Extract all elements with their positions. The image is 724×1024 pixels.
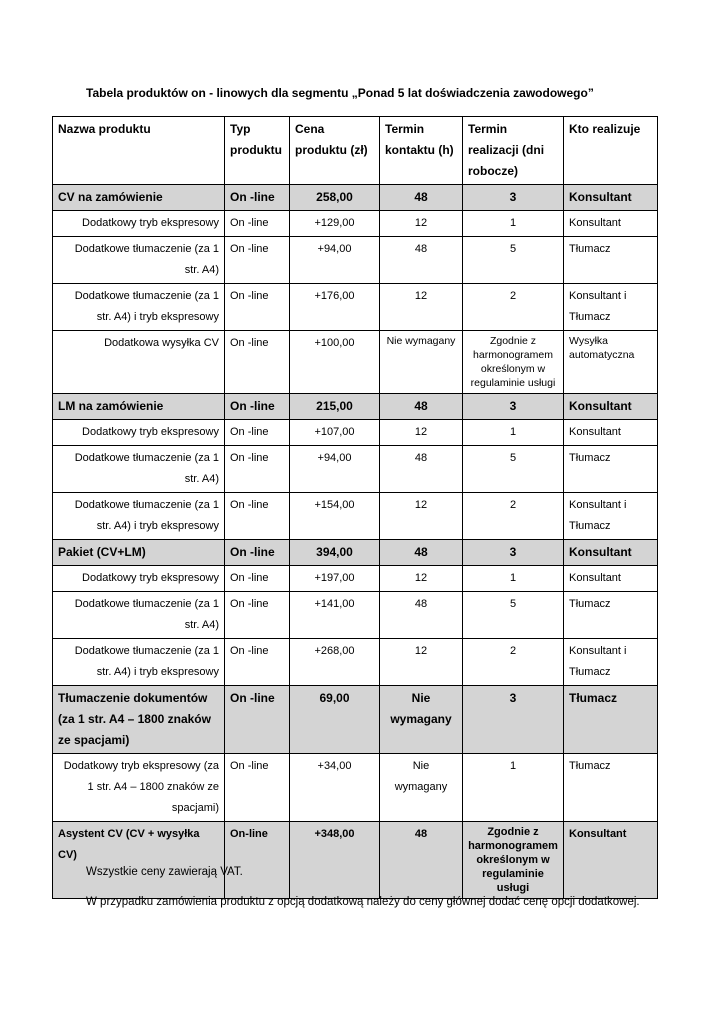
completion-time: 1 (463, 211, 564, 237)
table-row (53, 639, 658, 686)
product-price: +94,00 (290, 446, 380, 493)
executor: Tłumacz (564, 754, 658, 822)
contact-time: Nie wymagany (380, 686, 463, 754)
product-name: Dodatkowe tłumaczenie (za 1 str. A4) (53, 446, 225, 493)
completion-time: 3 (463, 394, 564, 420)
contact-time: 12 (380, 211, 463, 237)
product-type: On -line (225, 639, 290, 686)
product-price: +129,00 (290, 211, 380, 237)
product-type: On -line (225, 566, 290, 592)
completion-time: 5 (463, 237, 564, 284)
product-type: On -line (225, 592, 290, 639)
product-name: Dodatkowy tryb ekspresowy (53, 211, 225, 237)
product-name: LM na zamówienie (53, 394, 225, 420)
product-type: On -line (225, 754, 290, 822)
executor: Tłumacz (564, 686, 658, 754)
product-price: +268,00 (290, 639, 380, 686)
table-row (53, 493, 658, 540)
contact-time: 12 (380, 284, 463, 331)
table-row (53, 566, 658, 592)
table-row (53, 592, 658, 639)
product-type: On -line (225, 185, 290, 211)
header-cell: Cena produktu (zł) (290, 117, 380, 185)
contact-time: Nie wymagany (380, 754, 463, 822)
executor: Konsultant i Tłumacz (564, 639, 658, 686)
contact-time: 48 (380, 540, 463, 566)
product-name: Dodatkowy tryb ekspresowy (53, 420, 225, 446)
completion-time: 1 (463, 420, 564, 446)
product-name: Dodatkowy tryb ekspresowy (za 1 str. A4 – 1800 znaków ze spacjami) (53, 754, 225, 822)
product-name: CV na zamówienie (53, 185, 225, 211)
executor: Konsultant i Tłumacz (564, 284, 658, 331)
table-row (53, 394, 658, 420)
table-row (53, 284, 658, 331)
contact-time: 12 (380, 639, 463, 686)
contact-time: Nie wymagany (380, 331, 463, 394)
executor: Tłumacz (564, 237, 658, 284)
product-name: Tłumaczenie dokumentów (za 1 str. A4 – 1800 znaków ze spacjami) (53, 686, 225, 754)
vat-note: Wszystkie ceny zawierają VAT. (86, 866, 243, 878)
product-name: Dodatkowy tryb ekspresowy (53, 566, 225, 592)
table-row (53, 185, 658, 211)
product-type: On -line (225, 284, 290, 331)
product-price: +348,00 (290, 822, 380, 899)
completion-time: 3 (463, 185, 564, 211)
product-name: Dodatkowe tłumaczenie (za 1 str. A4) (53, 592, 225, 639)
header-cell: Termin realizacji (dni robocze) (463, 117, 564, 185)
product-table (52, 116, 658, 899)
product-price: +141,00 (290, 592, 380, 639)
executor: Konsultant (564, 185, 658, 211)
completion-time: 3 (463, 540, 564, 566)
product-price: 258,00 (290, 185, 380, 211)
product-price: 69,00 (290, 686, 380, 754)
completion-time: 2 (463, 284, 564, 331)
product-price: +94,00 (290, 237, 380, 284)
product-price: +100,00 (290, 331, 380, 394)
contact-time: 48 (380, 592, 463, 639)
contact-time: 48 (380, 237, 463, 284)
product-type: On -line (225, 394, 290, 420)
option-note: W przypadku zamówienia produktu z opcją dodatkową należy do ceny głównej dodać cenę opcji dodatkowej. (86, 896, 640, 908)
executor: Konsultant (564, 211, 658, 237)
contact-time: 48 (380, 185, 463, 211)
product-price: +154,00 (290, 493, 380, 540)
executor: Wysyłka automatyczna (564, 331, 658, 394)
page-title: Tabela produktów on - linowych dla segmentu „Ponad 5 lat doświadczenia zawodowego” (86, 86, 594, 100)
completion-time: Zgodnie z harmonogramem określonym w regulaminie usługi (463, 822, 564, 899)
product-type: On-line (225, 822, 290, 899)
product-name: Asystent CV (CV + wysyłka CV) (53, 822, 225, 899)
product-name: Dodatkowe tłumaczenie (za 1 str. A4) i tryb ekspresowy (53, 284, 225, 331)
product-price: +197,00 (290, 566, 380, 592)
completion-time: 2 (463, 639, 564, 686)
table-row (53, 540, 658, 566)
table-row (53, 420, 658, 446)
executor: Konsultant (564, 394, 658, 420)
table-row (53, 211, 658, 237)
contact-time: 12 (380, 493, 463, 540)
product-price: +107,00 (290, 420, 380, 446)
product-price: 215,00 (290, 394, 380, 420)
table-row (53, 822, 658, 899)
product-name: Dodatkowe tłumaczenie (za 1 str. A4) i tryb ekspresowy (53, 639, 225, 686)
completion-time: 1 (463, 754, 564, 822)
contact-time: 12 (380, 566, 463, 592)
product-type: On -line (225, 686, 290, 754)
header-cell: Kto realizuje (564, 117, 658, 185)
header-cell: Termin kontaktu (h) (380, 117, 463, 185)
product-name: Pakiet (CV+LM) (53, 540, 225, 566)
table-row (53, 686, 658, 754)
product-type: On -line (225, 237, 290, 284)
product-name: Dodatkowa wysyłka CV (53, 331, 225, 394)
product-type: On -line (225, 211, 290, 237)
contact-time: 48 (380, 446, 463, 493)
executor: Konsultant i Tłumacz (564, 493, 658, 540)
product-price: 394,00 (290, 540, 380, 566)
product-price: +34,00 (290, 754, 380, 822)
product-name: Dodatkowe tłumaczenie (za 1 str. A4) i tryb ekspresowy (53, 493, 225, 540)
product-type: On -line (225, 540, 290, 566)
completion-time: 5 (463, 446, 564, 493)
executor: Konsultant (564, 420, 658, 446)
product-type: On -line (225, 446, 290, 493)
table-header-row (53, 117, 658, 185)
completion-time: Zgodnie z harmonogramem określonym w regulaminie usługi (463, 331, 564, 394)
completion-time: 1 (463, 566, 564, 592)
product-type: On -line (225, 331, 290, 394)
product-type: On -line (225, 493, 290, 540)
header-cell: Typ produktu (225, 117, 290, 185)
table-row (53, 754, 658, 822)
contact-time: 12 (380, 420, 463, 446)
executor: Tłumacz (564, 446, 658, 493)
product-type: On -line (225, 420, 290, 446)
table-row (53, 331, 658, 394)
table-row (53, 446, 658, 493)
table-row (53, 237, 658, 284)
completion-time: 5 (463, 592, 564, 639)
header-cell: Nazwa produktu (53, 117, 225, 185)
product-price: +176,00 (290, 284, 380, 331)
completion-time: 3 (463, 686, 564, 754)
contact-time: 48 (380, 394, 463, 420)
product-name: Dodatkowe tłumaczenie (za 1 str. A4) (53, 237, 225, 284)
executor: Konsultant (564, 540, 658, 566)
contact-time: 48 (380, 822, 463, 899)
executor: Tłumacz (564, 592, 658, 639)
executor: Konsultant (564, 566, 658, 592)
executor: Konsultant (564, 822, 658, 899)
completion-time: 2 (463, 493, 564, 540)
